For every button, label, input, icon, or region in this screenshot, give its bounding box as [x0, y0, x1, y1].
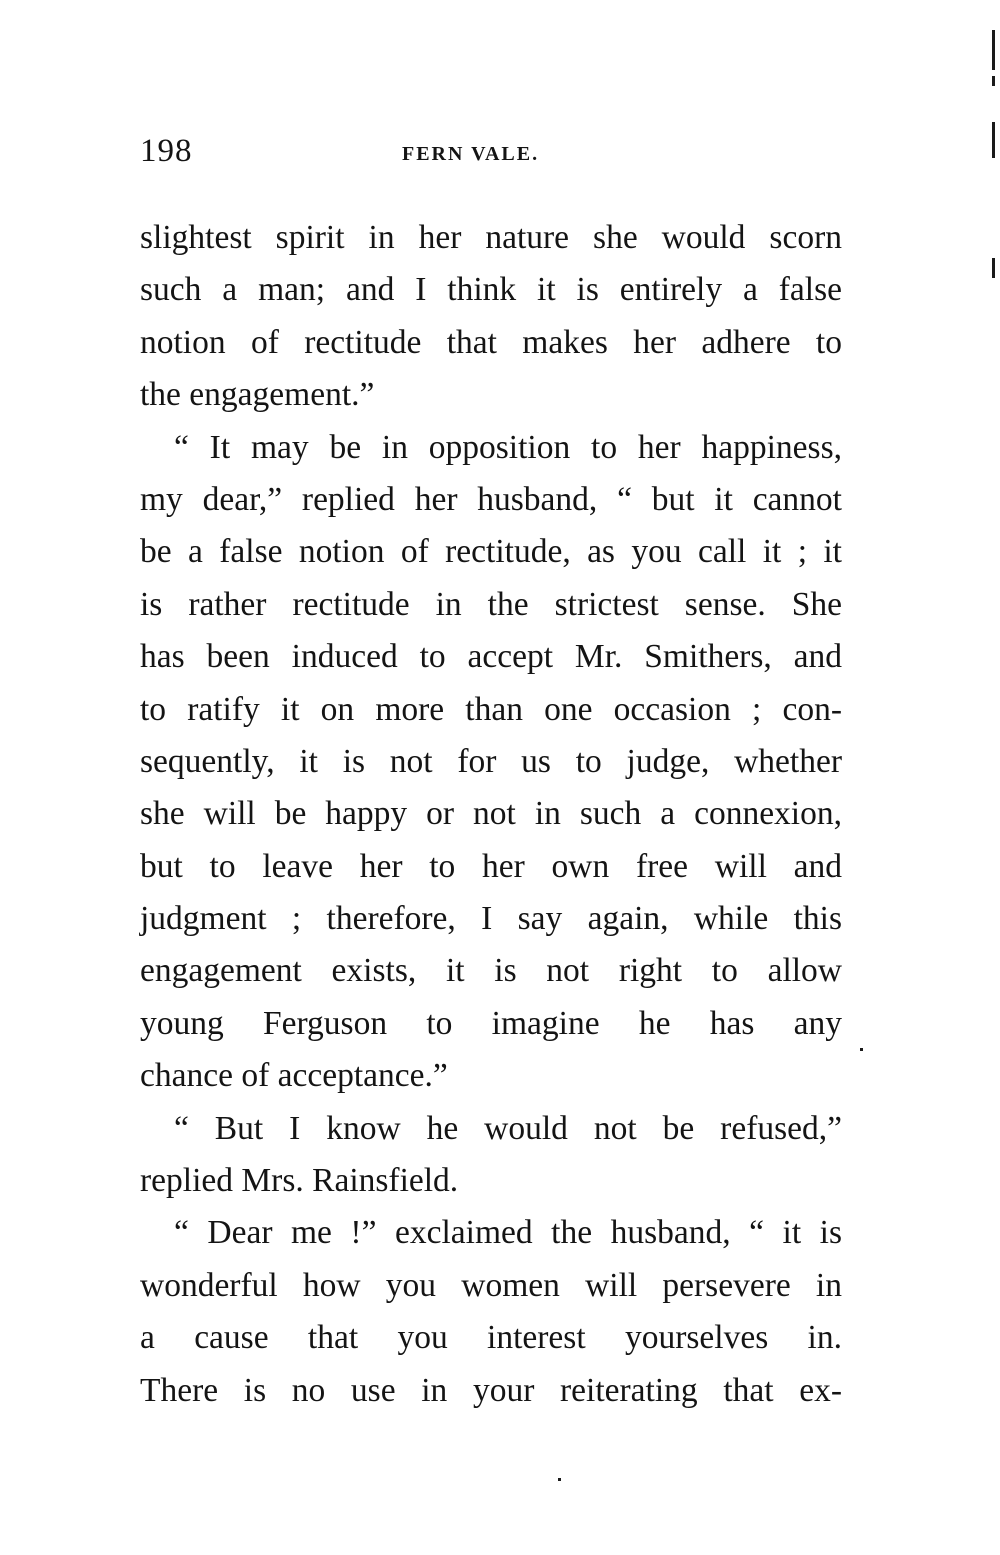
text-line: a cause that you interest yourselves in. — [140, 1319, 842, 1357]
text-line: “ But I know he would not be refused,” — [174, 1109, 842, 1147]
text-line: judgment ; therefore, I say again, while this — [140, 900, 842, 938]
running-title: FERN VALE. — [402, 143, 540, 165]
text-line: replied Mrs. Rainsfield. — [140, 1162, 459, 1200]
text-line: to ratify it on more than one occasion ; con- — [140, 690, 842, 728]
text-line: “ Dear me !” exclaimed the husband, “ it is — [174, 1214, 842, 1252]
text-line: sequently, it is not for us to judge, whether — [140, 742, 842, 780]
text-line: engagement exists, it is not right to allow — [140, 952, 842, 990]
body-text — [140, 212, 842, 1417]
text-line: slightest spirit in her nature she would scorn — [140, 219, 842, 256]
scan-edge-mark — [992, 258, 995, 278]
text-line: wonderful how you women will persevere in — [140, 1266, 842, 1304]
scan-edge-mark — [992, 30, 995, 70]
text-line: such a man; and I think it is entirely a false — [140, 271, 842, 309]
text-line: be a false notion of rectitude, as you call it ; it — [140, 533, 842, 571]
text-line: is rather rectitude in the strictest sense. She — [140, 585, 842, 623]
page-header — [140, 133, 840, 173]
text-line: young Ferguson to imagine he has any — [140, 1004, 842, 1042]
text-line: but to leave her to her own free will and — [140, 847, 842, 885]
text-line: she will be happy or not in such a connexion, — [140, 795, 842, 833]
text-line: has been induced to accept Mr. Smithers, and — [140, 638, 842, 676]
text-line: my dear,” replied her husband, “ but it cannot — [140, 480, 842, 518]
scan-speck — [860, 1048, 863, 1051]
scan-edge-mark — [992, 122, 995, 158]
text-line: notion of rectitude that makes her adhere to — [140, 323, 842, 361]
scan-edge-mark — [992, 76, 995, 86]
text-line: There is no use in your reiterating that ex- — [140, 1371, 842, 1409]
scan-speck — [558, 1478, 561, 1481]
text-line: chance of acceptance.” — [140, 1057, 448, 1095]
page-number: 198 — [140, 133, 193, 169]
text-line: “ It may be in opposition to her happiness, — [174, 428, 842, 466]
text-line: the engagement.” — [140, 376, 375, 414]
